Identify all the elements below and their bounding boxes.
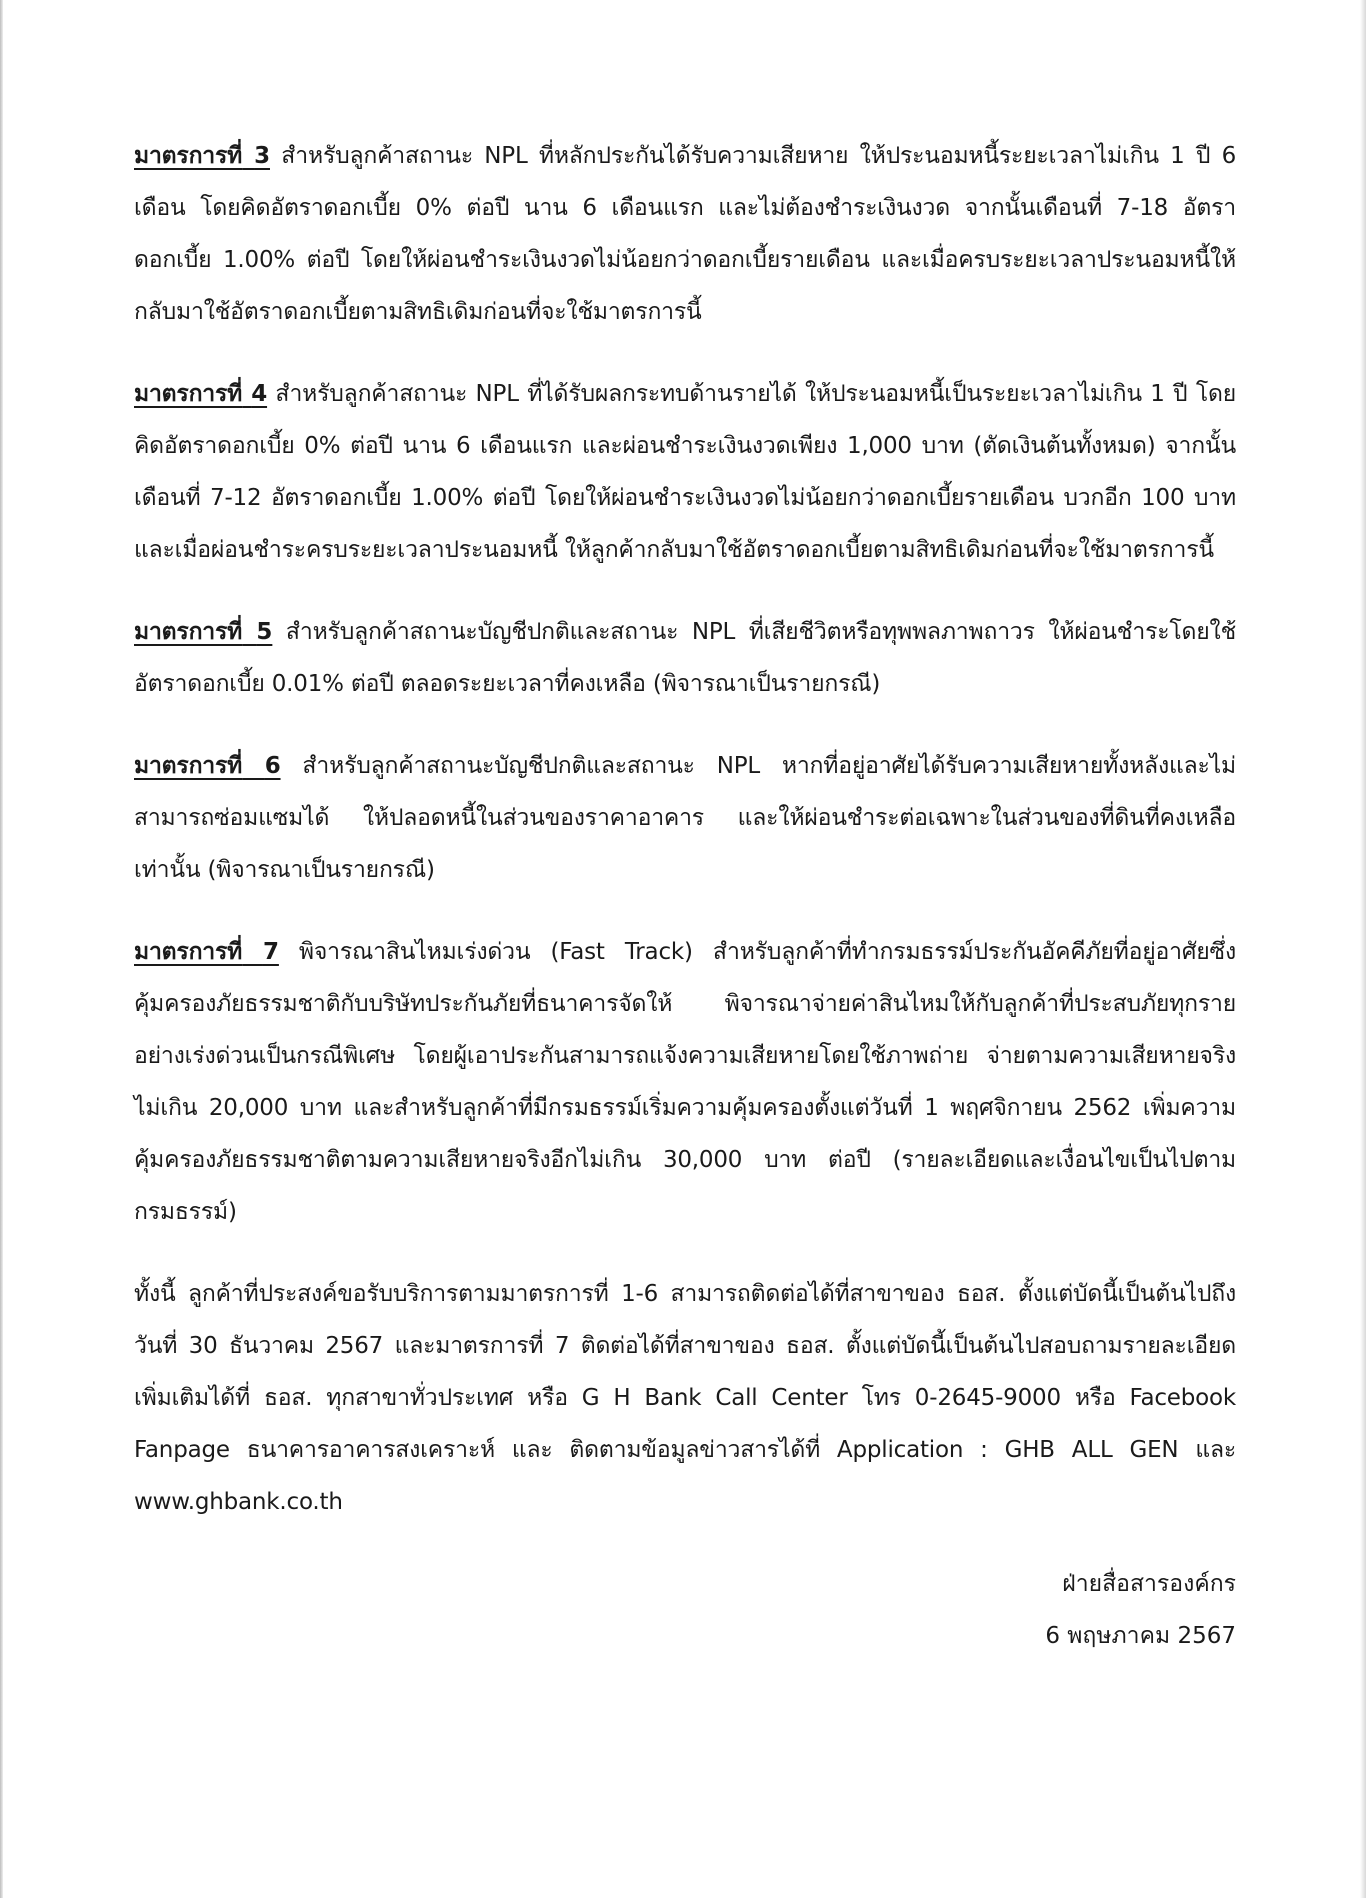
measure-5-text: สำหรับลูกค้าสถานะบัญชีปกติและสถานะ NPL ที่เสียชีวิตหรือทุพพลภาพถาวร ให้ผ่อนชำระโดยใช้อัตราดอกเบี้ย 0.01% ต่อปี ตลอดระยะเวลาที่คงเหลือ (พิจารณาเป็นรายกรณี)	[134, 619, 1237, 697]
measure-6-heading-number: 6	[264, 753, 281, 779]
measure-3-heading	[134, 143, 270, 169]
measure-7-heading-number: 7	[262, 939, 279, 965]
measure-4-heading	[134, 381, 267, 407]
measure-7-heading-label: มาตรการที่	[134, 939, 243, 965]
signature-block	[134, 1558, 1236, 1662]
document-body	[134, 130, 1236, 1662]
measure-6-paragraph	[134, 740, 1236, 896]
signature-date: 6 พฤษภาคม 2567	[1045, 1623, 1236, 1649]
measure-4-heading-label: มาตรการที่	[134, 381, 243, 407]
measure-3-heading-label: มาตรการที่	[134, 143, 243, 169]
measure-4-paragraph	[134, 368, 1236, 576]
measure-4-text: สำหรับลูกค้าสถานะ NPL ที่ได้รับผลกระทบด้านรายได้ ให้ประนอมหนี้เป็นระยะเวลาไม่เกิน 1 ปี โดยคิดอัตราดอกเบี้ย 0% ต่อปี นาน 6 เดือนแรก และผ่อนชำระเงินงวดเพียง 1,000 บาท (ตัดเงินต้นทั้งหมด) จากนั้นเดือนที่ 7-12 อัตราดอกเบี้ย 1.00% ต่อปี โดยให้ผ่อนชำระเงินงวดไม่น้อยกว่าดอกเบี้ยรายเดือน บวกอีก 100 บาท และเมื่อผ่อนชำระครบระยะเวลาประนอมหนี้ ให้ลูกค้ากลับมาใช้อัตราดอกเบี้ยตามสิทธิเดิมก่อนที่จะใช้มาตรการนี้	[134, 381, 1236, 563]
measure-7-paragraph	[134, 926, 1236, 1238]
measure-4-heading-number: 4	[251, 381, 268, 407]
measure-5-heading-label: มาตรการที่	[134, 619, 243, 645]
measure-6-text: สำหรับลูกค้าสถานะบัญชีปกติและสถานะ NPL หากที่อยู่อาศัยได้รับความเสียหายทั้งหลังและไม่สามารถซ่อมแซมได้ ให้ปลอดหนี้ในส่วนของราคาอาคาร และให้ผ่อนชำระต่อเฉพาะในส่วนของที่ดินที่คงเหลือเท่านั้น (พิจารณาเป็นรายกรณี)	[134, 753, 1236, 883]
measure-5-heading-number: 5	[256, 619, 273, 645]
page-right-edge	[1360, 0, 1366, 1898]
measure-5-paragraph	[134, 606, 1236, 710]
closing-paragraph: ทั้งนี้ ลูกค้าที่ประสงค์ขอรับบริการตามมาตรการที่ 1-6 สามารถติดต่อได้ที่สาขาของ ธอส. ตั้งแต่บัดนี้เป็นต้นไปถึงวันที่ 30 ธันวาคม 2567 และมาตรการที่ 7 ติดต่อได้ที่สาขาของ ธอส. ตั้งแต่บัดนี้เป็นต้นไปสอบถามรายละเอียดเพิ่มเติมได้ที่ ธอส. ทุกสาขาทั่วประเทศ หรือ G H Bank Call Center โทร 0-2645-9000 หรือ Facebook Fanpage ธนาคารอาคารสงเคราะห์ และ ติดตามข้อมูลข่าวสารได้ที่ Application : GHB ALL GEN และ www.ghbank.co.th	[134, 1281, 1236, 1515]
page-left-edge	[0, 0, 3, 1898]
measure-3-text: สำหรับลูกค้าสถานะ NPL ที่หลักประกันได้รับความเสียหาย ให้ประนอมหนี้ระยะเวลาไม่เกิน 1 ปี 6 เดือน โดยคิดอัตราดอกเบี้ย 0% ต่อปี นาน 6 เดือนแรก และไม่ต้องชำระเงินงวด จากนั้นเดือนที่ 7-18 อัตราดอกเบี้ย 1.00% ต่อปี โดยให้ผ่อนชำระเงินงวดไม่น้อยกว่าดอกเบี้ยรายเดือน และเมื่อครบระยะเวลาประนอมหนี้ให้กลับมาใช้อัตราดอกเบี้ยตามสิทธิเดิมก่อนที่จะใช้มาตรการนี้	[134, 143, 1236, 325]
measure-6-heading-label: มาตรการที่	[134, 753, 243, 779]
measure-3-paragraph	[134, 130, 1236, 338]
measure-6-heading	[134, 753, 281, 779]
measure-7-text: พิจารณาสินไหมเร่งด่วน (Fast Track) สำหรับลูกค้าที่ทำกรมธรรม์ประกันอัคคีภัยที่อยู่อาศัยซึ่งคุ้มครองภัยธรรมชาติกับบริษัทประกันภัยที่ธนาคารจัดให้ พิจารณาจ่ายค่าสินไหมให้กับลูกค้าที่ประสบภัยทุกรายอย่างเร่งด่วนเป็นกรณีพิเศษ โดยผู้เอาประกันสามารถแจ้งความเสียหายโดยใช้ภาพถ่าย จ่ายตามความเสียหายจริงไม่เกิน 20,000 บาท และสำหรับลูกค้าที่มีกรมธรรม์เริ่มความคุ้มครองตั้งแต่วันที่ 1 พฤศจิกายน 2562 เพิ่มความคุ้มครองภัยธรรมชาติตามความเสียหายจริงอีกไม่เกิน 30,000 บาท ต่อปี (รายละเอียดและเงื่อนไขเป็นไปตามกรมธรรม์)	[134, 939, 1236, 1225]
signature-department: ฝ่ายสื่อสารองค์กร	[1062, 1571, 1236, 1597]
measure-3-heading-number: 3	[254, 143, 270, 169]
measure-5-heading	[134, 619, 272, 645]
measure-7-heading	[134, 939, 279, 965]
